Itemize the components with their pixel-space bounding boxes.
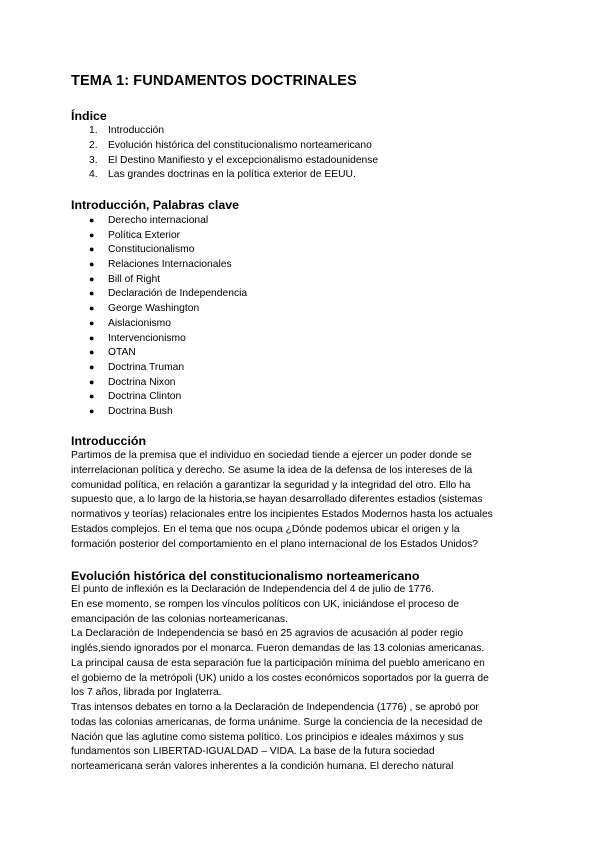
list-item: ● Aislacionismo [89,317,171,329]
text-line: En ese momento, se rompen los vínculos políticos con UK, iniciándose el proceso de [71,598,460,610]
list-item: ● Doctrina Truman [89,361,185,373]
text-line: inglés,siendo ignorados por el monarca. Fueron demandas de las 13 colonias americanas. [71,643,485,654]
text-line: los 7 años, librada por Inglaterra. [71,687,222,699]
evolucion-paragraph [71,583,531,775]
text-line: todas las colonias americanas, de forma unánime. Surge la conciencia de la necesidad de [71,716,483,728]
indice-item: 2. Evolución histórica del constitucionalismo norteamericano [89,139,372,151]
list-item: ● Relaciones Internacionales [89,259,232,271]
text-line: Partimos de la premisa que el individuo en sociedad tiende a ejercer un poder donde se [71,450,472,461]
text-line: Nación que las aglutine como sistema político. Los principios e ideales máximos y sus [71,731,464,743]
list-item: ● Intervencionismo [89,332,186,344]
list-item: ● Bill of Right [89,273,161,285]
introduccion-heading: Introducción [71,434,147,448]
text-line: Estados complejos. En el tema que nos ocupa ¿Dónde podemos ubicar el origen y la [71,523,460,535]
document-title: TEMA 1: FUNDAMENTOS DOCTRINALES [71,73,357,89]
palabras-clave-list [89,213,247,419]
text-line: comunidad política, en relación a garantizar la seguridad y la integridad del otro. Ello ha [71,479,471,491]
text-line: Tras intensos debates en torno a la Declaración de Independencia (1776) , se aprobó por [71,702,479,713]
introduccion-paragraph [71,449,531,552]
text-line: El punto de inflexión es la Declaración de Independencia del 4 de julio de 1776. [71,584,434,595]
text-line: formación posterior del comportamiento en el plano internacional de los Estados Unidos? [71,538,478,550]
list-item: ● Derecho internacional [89,215,209,226]
text-line: supuesto que, a lo largo de la historia,se hayan desarrollado diferentes estadios (sistemas [71,494,483,506]
text-line: La principal causa de esta separación fue la participación mínima del pueblo americano en [71,657,485,669]
list-item: ● George Washington [89,303,200,315]
text-line: La Declaración de Independencia se basó en 25 agravios de acusación al poder regio [71,628,464,640]
indice-list [89,124,378,183]
text-line: el gobierno de la metrópoli (UK) unido a los costes económicos soportados por la guerra de [71,672,489,684]
list-item: ● Política Exterior [89,229,181,241]
indice-item: 1. Introducción [89,125,165,136]
list-item: ● Doctrina Bush [89,405,173,417]
list-item: ● OTAN [89,347,136,359]
list-item: ● Declaración de Independencia [89,288,248,300]
indice-heading: Índice [71,109,107,123]
list-item: ● Doctrina Clinton [89,391,182,403]
list-item: ● Constitucionalismo [89,244,195,256]
text-line: norteamericana serán valores inherentes a la condición humana. El derecho natural [71,761,454,772]
palabras-clave-heading: Introducción, Palabras clave [71,198,240,212]
evolucion-heading: Evolución histórica del constitucionalismo norteamericano [71,569,420,583]
indice-item: 3. El Destino Manifiesto y el excepcionalismo estadounidense [89,154,379,166]
text-line: normativos y teorías) relacionales entre los incipientes Estados Modernos hasta los actuales [71,509,493,520]
indice-item: 4. Las grandes doctrinas en la política exterior de EEUU. [89,169,356,181]
text-line: emancipación de las colonias norteamericanas. [71,613,288,625]
list-item: ● Doctrina Nixon [89,376,176,388]
text-line: interrelacionan política y derecho. Se asume la idea de la defensa de los intereses de la [71,464,473,476]
text-line: fundamentos son LIBERTAD-IGUALDAD – VIDA. La base de la futura sociedad [71,746,435,758]
